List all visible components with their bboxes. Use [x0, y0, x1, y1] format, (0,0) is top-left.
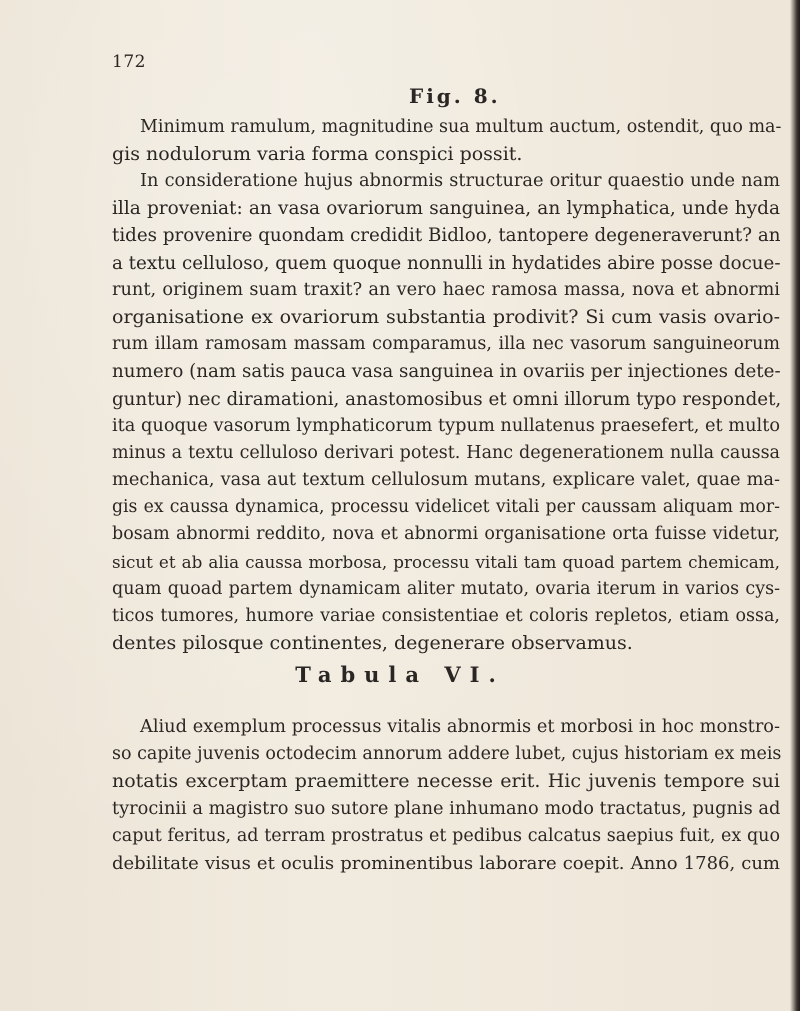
paragraph-figure-caption [112, 114, 780, 168]
text-line: quam quoad partem dynamicam aliter mutato, ovaria iterum in varios cys- [112, 578, 780, 599]
text-line: tides provenire quondam credidit Bidloo, tantopere degeneraverunt? an [112, 225, 781, 247]
text-line: caput feritus, ad terram prostratus et pedibus calcatus saepius fuit, ex quo [112, 825, 780, 846]
text-line: rum illam ramosam massam comparamus, illa nec vasorum sanguineorum [112, 334, 780, 355]
text-line: gis nodulorum varia forma conspici possit. [112, 143, 523, 166]
section-heading: Tabula VI. [295, 662, 505, 687]
text-line: dentes pilosque continentes, degenerare observamus. [112, 632, 633, 655]
paragraph-discussion [112, 168, 780, 657]
text-line: tyrocinii a magistro suo sutore plane inhumano modo tractatus, pugnis ad [112, 798, 781, 819]
text-line: ita quoque vasorum lymphaticorum typum nullatenus praesefert, et multo [112, 415, 781, 436]
text-line: Aliud exemplum processus vitalis abnormis et morbosi in hoc monstro- [140, 717, 780, 737]
text-line: Minimum ramulum, magnitudine sua multum auctum, ostendit, quo ma- [140, 117, 782, 137]
page-edge-shadow [790, 0, 800, 1011]
text-line: notatis excerptam praemittere necesse erit. Hic juvenis tempore sui [112, 770, 780, 793]
text-line: In consideratione hujus abnormis structurae oritur quaestio unde nam [140, 171, 780, 191]
text-line: ticos tumores, humore variae consistentiae et coloris repletos, etiam ossa, [112, 606, 780, 626]
text-line: so capite juvenis octodecim annorum addere lubet, cujus historiam ex meis [112, 744, 782, 765]
text-line: sicut et ab alia caussa morbosa, processu vitali tam quoad partem chemicam, [112, 551, 780, 572]
text-line: mechanica, vasa aut textum cellulosum mutans, explicare valet, quae ma- [112, 470, 780, 491]
text-line: illa proveniat: an vasa ovariorum sanguinea, an lymphatica, unde hyda [112, 198, 780, 220]
text-line: debilitate visus et oculis prominentibus laborare coepit. Anno 1786, cum [112, 852, 780, 874]
text-line: runt, originem suam traxit? an vero haec ramosa massa, nova et abnormi [112, 279, 780, 300]
figure-label: Fig. 8. [409, 84, 501, 108]
text-line: minus a textu celluloso derivari potest. Hanc degenerationem nulla caussa [112, 442, 780, 463]
text-line: a textu celluloso, quem quoque nonnulli in hydatides abire posse docue- [112, 252, 781, 274]
text-line: numero (nam satis pauca vasa sanguinea in ovariis per injectiones dete- [112, 361, 781, 383]
text-line: organisatione ex ovariorum substantia prodivit? Si cum vasis ovario- [112, 305, 780, 328]
text-line: gis ex caussa dynamica, processu videlicet vitali per caussam aliquam mor- [112, 497, 780, 518]
page-number: 172 [112, 52, 146, 72]
text-line: bosam abnormi reddito, nova et abnormi organisatione orta fuisse videtur, [112, 524, 780, 545]
paragraph-case-history [112, 714, 780, 877]
text-line: guntur) nec diramationi, anastomosibus et omni illorum typo respondet, [112, 388, 782, 410]
